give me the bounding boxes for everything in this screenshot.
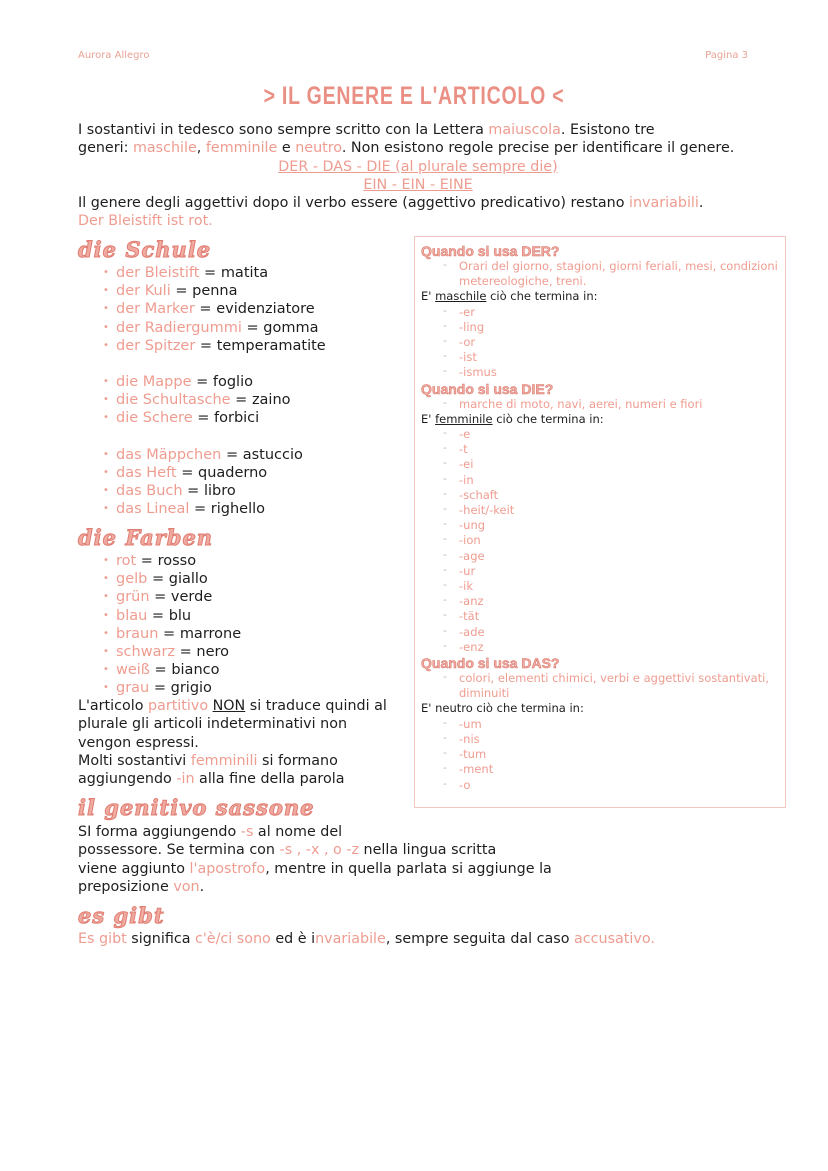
intro-section	[78, 121, 758, 231]
farben-vocab	[78, 552, 408, 698]
german-word: braun	[116, 625, 159, 642]
die-description: - marche di moto, navi, aerei, numeri e fiori	[443, 395, 703, 411]
ending-item: - -er	[443, 303, 475, 319]
text-line: possessore. Se termina con -s , -x , o -z nella lingua scritta	[78, 842, 497, 859]
ending-item: - -heit/-keit	[443, 502, 515, 518]
ending-item: - -ade	[443, 623, 485, 639]
die-rule: E' femminile ciò che termina in:	[421, 411, 604, 426]
der-description: - Orari del giorno, stagioni, giorni feriali, mesi, condizioni metereologiche, treni.	[443, 258, 778, 289]
bullet-icon: •	[103, 573, 109, 585]
bullet-icon: •	[103, 303, 109, 315]
partitivo-paragraph	[78, 697, 408, 788]
bullet-icon: •	[103, 321, 109, 333]
schule-vocab	[78, 264, 408, 518]
endings-list	[421, 305, 781, 381]
section-heading-genitivo: il genitivo sassone	[78, 795, 315, 820]
indefinite-articles: EIN - EIN - EINE	[363, 176, 473, 193]
italian-translation: grigio	[170, 680, 212, 697]
vocab-item: • das Mäppchen = astuccio	[103, 446, 303, 463]
ending-item: - -o	[443, 776, 471, 792]
intro-line: I sostantivi in tedesco sono sempre scritto con la Lettera maiuscola. Esistono tre	[78, 122, 655, 138]
italian-translation: libro	[203, 483, 236, 500]
vocab-group	[78, 552, 408, 698]
vocab-item: • die Schere = forbici	[103, 410, 260, 427]
vocab-item: • blau = blu	[103, 607, 192, 624]
bullet-icon: •	[103, 664, 109, 676]
question-das: Quando si usa DAS?	[421, 655, 560, 672]
ending-item: - -ling	[443, 318, 485, 334]
ending-item: - -tät	[443, 608, 480, 624]
vocab-item: • das Buch = libro	[103, 483, 236, 500]
german-word: der Spitzer	[116, 337, 196, 354]
intro-line: Il genere degli aggettivi dopo il verbo essere (aggettivo predicativo) restano invariabili.	[78, 195, 704, 212]
bullet-icon: •	[103, 285, 109, 297]
author-name: Aurora Allegro	[78, 50, 150, 61]
ending-item: - -in	[443, 471, 474, 487]
german-word: der Kuli	[116, 283, 171, 300]
page-number: Pagina 3	[705, 50, 748, 61]
bullet-icon: •	[103, 609, 109, 621]
question-der: Quando si usa DER?	[421, 243, 560, 259]
german-word: schwarz	[116, 644, 176, 661]
german-word: das Mäppchen	[116, 446, 222, 463]
intro-line: generi: maschile, femminile e neutro. Non esistono regole precise per identificare il genere.	[78, 140, 735, 157]
ending-item: - -ung	[443, 517, 486, 533]
ending-item: - -ion	[443, 532, 481, 548]
ending-item: - -e	[443, 426, 471, 442]
german-word: gelb	[116, 571, 148, 588]
italian-translation: foglio	[212, 374, 253, 391]
bullet-icon: •	[103, 503, 109, 515]
vocab-item: • das Heft = quaderno	[103, 464, 268, 481]
genitivo-paragraph	[78, 823, 578, 896]
german-word: grau	[116, 680, 150, 697]
text-line: aggiungendo -in alla fine della parola	[78, 771, 345, 788]
german-word: der Marker	[116, 301, 195, 318]
vocab-item: • der Kuli = penna	[103, 283, 238, 300]
vocab-group	[78, 264, 408, 355]
bullet-icon: •	[103, 466, 109, 478]
vocab-item: • rot = rosso	[103, 553, 197, 569]
italian-translation: temperamatite	[216, 337, 326, 354]
german-word: der Bleistift	[116, 265, 200, 281]
vocab-item: • das Lineal = righello	[103, 501, 265, 518]
ending-item: - -schaft	[443, 486, 499, 502]
der-rule: E' maschile ciò che termina in:	[421, 289, 598, 304]
german-word: die Mappe	[116, 374, 192, 391]
article-rules-box	[414, 236, 786, 808]
italian-translation: bianco	[171, 662, 220, 679]
italian-translation: blu	[168, 607, 192, 624]
italian-translation: giallo	[168, 571, 208, 588]
example-sentence: Der Bleistift ist rot.	[78, 213, 213, 230]
italian-translation: rosso	[157, 553, 197, 569]
ending-item: - -ur	[443, 562, 476, 578]
german-word: weiß	[116, 662, 150, 679]
vocab-item: • die Schultasche = zaino	[103, 392, 291, 409]
german-word: das Heft	[116, 464, 177, 481]
section-heading-farben: die Farben	[78, 525, 214, 550]
vocab-item: • gelb = giallo	[103, 571, 208, 588]
italian-translation: astuccio	[242, 446, 303, 463]
vocab-item: • die Mappe = foglio	[103, 374, 253, 391]
esgibt-paragraph	[78, 930, 758, 948]
bullet-icon: •	[103, 412, 109, 424]
ending-item: - -nis	[443, 730, 480, 746]
ending-item: - -t	[443, 441, 468, 457]
vocab-item: • der Bleistift = matita	[103, 265, 269, 281]
italian-translation: righello	[210, 501, 265, 518]
bullet-icon: •	[103, 339, 109, 351]
german-word: die Schultasche	[116, 392, 231, 409]
page-title: > IL GENERE E L'ARTICOLO <	[263, 82, 565, 110]
bullet-icon: •	[103, 485, 109, 497]
bullet-icon: •	[103, 555, 109, 566]
text-line: viene aggiunto l'apostrofo, mentre in quella parlata si aggiunge la	[78, 860, 552, 877]
german-word: rot	[116, 553, 137, 569]
ending-item: - -age	[443, 547, 485, 563]
section-heading-schule: die Schule	[78, 237, 212, 262]
endings-list	[421, 717, 781, 793]
german-word: das Lineal	[116, 501, 190, 518]
german-word: blau	[116, 607, 148, 624]
vocab-item: • grün = verde	[103, 589, 213, 606]
text-line: Molti sostantivi femminili si formano	[78, 752, 338, 769]
text-line: vengon espressi.	[78, 734, 199, 751]
ending-item: - -ismus	[443, 364, 497, 380]
vocab-item: • der Spitzer = temperamatite	[103, 337, 326, 354]
italian-translation: gomma	[263, 319, 319, 336]
ending-item: - -um	[443, 715, 482, 731]
text-line: L'articolo partitivo NON si traduce quindi al	[78, 698, 387, 714]
italian-translation: penna	[192, 283, 238, 300]
endings-list	[421, 427, 781, 655]
ending-item: - -ment	[443, 761, 494, 777]
text-line: plurale gli articoli indeterminativi non	[78, 716, 348, 733]
das-rule: E' neutro ciò che termina in:	[421, 701, 584, 716]
question-die: Quando si usa DIE?	[421, 380, 554, 397]
bullet-icon: •	[103, 376, 109, 388]
italian-translation: evidenziatore	[216, 301, 315, 318]
vocab-item: • schwarz = nero	[103, 644, 230, 661]
ending-item: - -anz	[443, 593, 484, 609]
italian-translation: forbici	[214, 410, 260, 427]
italian-translation: verde	[170, 589, 213, 606]
text-line: Es gibt significa c'è/ci sono ed è invariabile, sempre seguita dal caso accusativo.	[78, 931, 655, 947]
bullet-icon: •	[103, 627, 109, 639]
vocab-item: • grau = grigio	[103, 680, 212, 697]
text-line: preposizione von.	[78, 878, 205, 895]
bullet-icon: •	[103, 682, 109, 694]
italian-translation: matita	[220, 265, 269, 281]
vocab-group	[78, 446, 408, 519]
italian-translation: zaino	[251, 392, 291, 409]
italian-translation: quaderno	[198, 464, 268, 481]
vocab-item: • weiß = bianco	[103, 662, 220, 679]
bullet-icon: •	[103, 267, 109, 278]
bullet-icon: •	[103, 646, 109, 658]
german-word: das Buch	[116, 483, 183, 500]
vocab-item: • braun = marrone	[103, 625, 242, 642]
vocab-item: • der Marker = evidenziatore	[103, 301, 315, 318]
section-heading-esgibt: es gibt	[78, 903, 165, 928]
das-description: - colori, elementi chimici, verbi e aggettivi sostantivati, diminuiti	[443, 670, 769, 701]
bullet-icon: •	[103, 448, 109, 460]
ending-item: - -tum	[443, 746, 487, 762]
ending-item: - -enz	[443, 638, 484, 654]
ending-item: - -ik	[443, 578, 474, 594]
italian-translation: marrone	[179, 625, 242, 642]
vocab-group	[78, 373, 408, 428]
italian-translation: nero	[196, 644, 230, 661]
german-word: die Schere	[116, 410, 193, 427]
definite-articles: DER - DAS - DIE (al plurale sempre die)	[278, 158, 558, 175]
ending-item: - -or	[443, 334, 476, 350]
german-word: grün	[116, 589, 150, 606]
vocab-item: • der Radiergummi = gomma	[103, 319, 319, 336]
text-line: SI forma aggiungendo -s al nome del	[78, 824, 343, 840]
ending-item: - -ist	[443, 349, 477, 365]
ending-item: - -ei	[443, 456, 474, 472]
bullet-icon: •	[103, 591, 109, 603]
bullet-icon: •	[103, 394, 109, 406]
german-word: der Radiergummi	[116, 319, 242, 336]
